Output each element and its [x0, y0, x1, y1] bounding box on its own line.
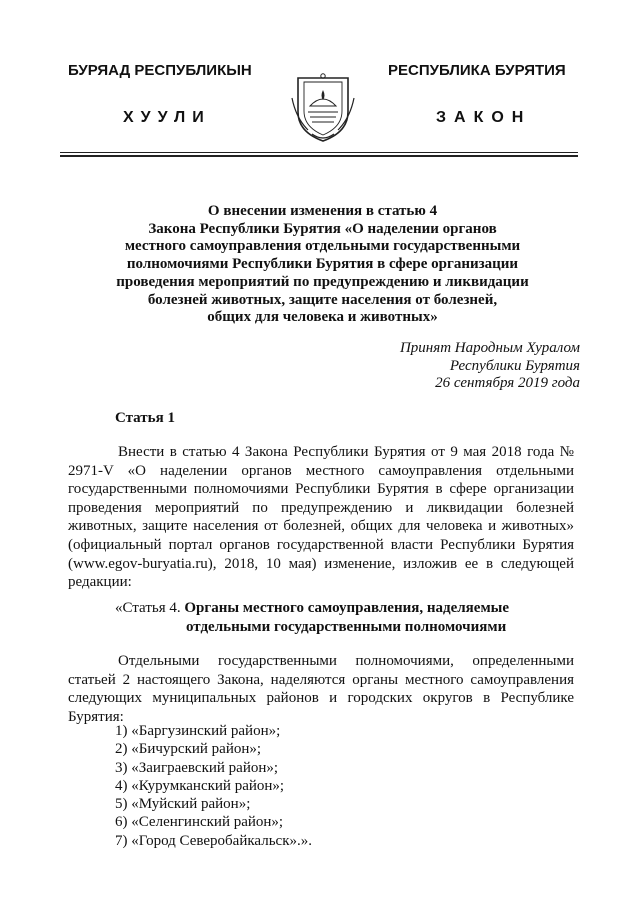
- list-item: 5) «Муйский район»;: [115, 796, 251, 813]
- law-title-line: общих для человека и животных»: [207, 309, 438, 326]
- adoption-line: Республики Бурятия: [449, 357, 580, 374]
- law-title: [80, 203, 565, 327]
- list-item: 2) «Бичурский район»;: [115, 741, 262, 758]
- header-left-subtitle: ХУУЛИ: [123, 109, 211, 126]
- law-title-line: Закона Республики Бурятия «О наделении органов: [148, 220, 497, 237]
- law-title-line: О внесении изменения в статью 4: [207, 203, 438, 219]
- law-title-line: болезней животных, защите населения от болезней,: [147, 291, 498, 308]
- law-title-line: полномочиями Республики Бурятия в сфере организации: [126, 256, 519, 273]
- quoted-article-prefix: «Статья 4.: [115, 600, 181, 616]
- list-item: 3) «Заиграевский район»;: [115, 759, 279, 776]
- header-left-title: БУРЯАД РЕСПУБЛИКЫН: [68, 62, 252, 79]
- article-heading: Статья 1: [115, 410, 175, 426]
- list-item: 4) «Курумканский район»;: [115, 777, 285, 794]
- header-left: [68, 62, 288, 142]
- buryatia-coat-of-arms-icon: [290, 68, 356, 144]
- header-divider-thin: [60, 152, 578, 153]
- quoted-article-title-line2: отдельными государственными полномочиями: [186, 618, 507, 635]
- list-item: 7) «Город Северобайкальск».».: [115, 832, 312, 849]
- header-divider-thick: [60, 155, 578, 157]
- adoption-date: 26 сентября 2019 года: [435, 375, 580, 392]
- quoted-article-title-line1: Органы местного самоуправления, наделяемые: [184, 600, 510, 616]
- adoption-line: Принят Народным Хуралом: [399, 340, 580, 356]
- district-list: [115, 722, 312, 850]
- list-item: 1) «Баргузинский район»;: [115, 723, 281, 739]
- law-title-line: проведения мероприятий по предупреждению и ликвидации: [116, 273, 529, 290]
- header-right-subtitle: ЗАКОН: [436, 109, 532, 126]
- quoted-article-heading: [115, 599, 575, 636]
- quoted-paragraph: Отдельными государственными полномочиями, определенными статьей 2 настоящего Закона, наделяются органы местного самоуправления следующих муниципальных районов и городских округов в Республике Бурятия:: [68, 653, 574, 725]
- adoption-note: [400, 340, 580, 393]
- list-item: 6) «Селенгинский район»;: [115, 814, 284, 831]
- law-title-line: местного самоуправления отдельными государственными: [124, 238, 521, 255]
- header-right-title: РЕСПУБЛИКА БУРЯТИЯ: [388, 62, 566, 79]
- header-right: [388, 62, 588, 142]
- article-paragraph: Внести в статью 4 Закона Республики Бурятия от 9 мая 2018 года № 2971-V «О наделении органов местного самоуправления отдельными государственными полномочиями Республики Бурятия в сфере организации проведения мероприятий по предупреждению и ликвидации болезней животных, защите населения от болезней, общих для человека и животных» (официальный портал органов государственной власти Республики Бурятия (www.egov-buryatia.ru), 2018, 10 мая) изменение, изложив ее в следующей редакции:: [68, 444, 574, 591]
